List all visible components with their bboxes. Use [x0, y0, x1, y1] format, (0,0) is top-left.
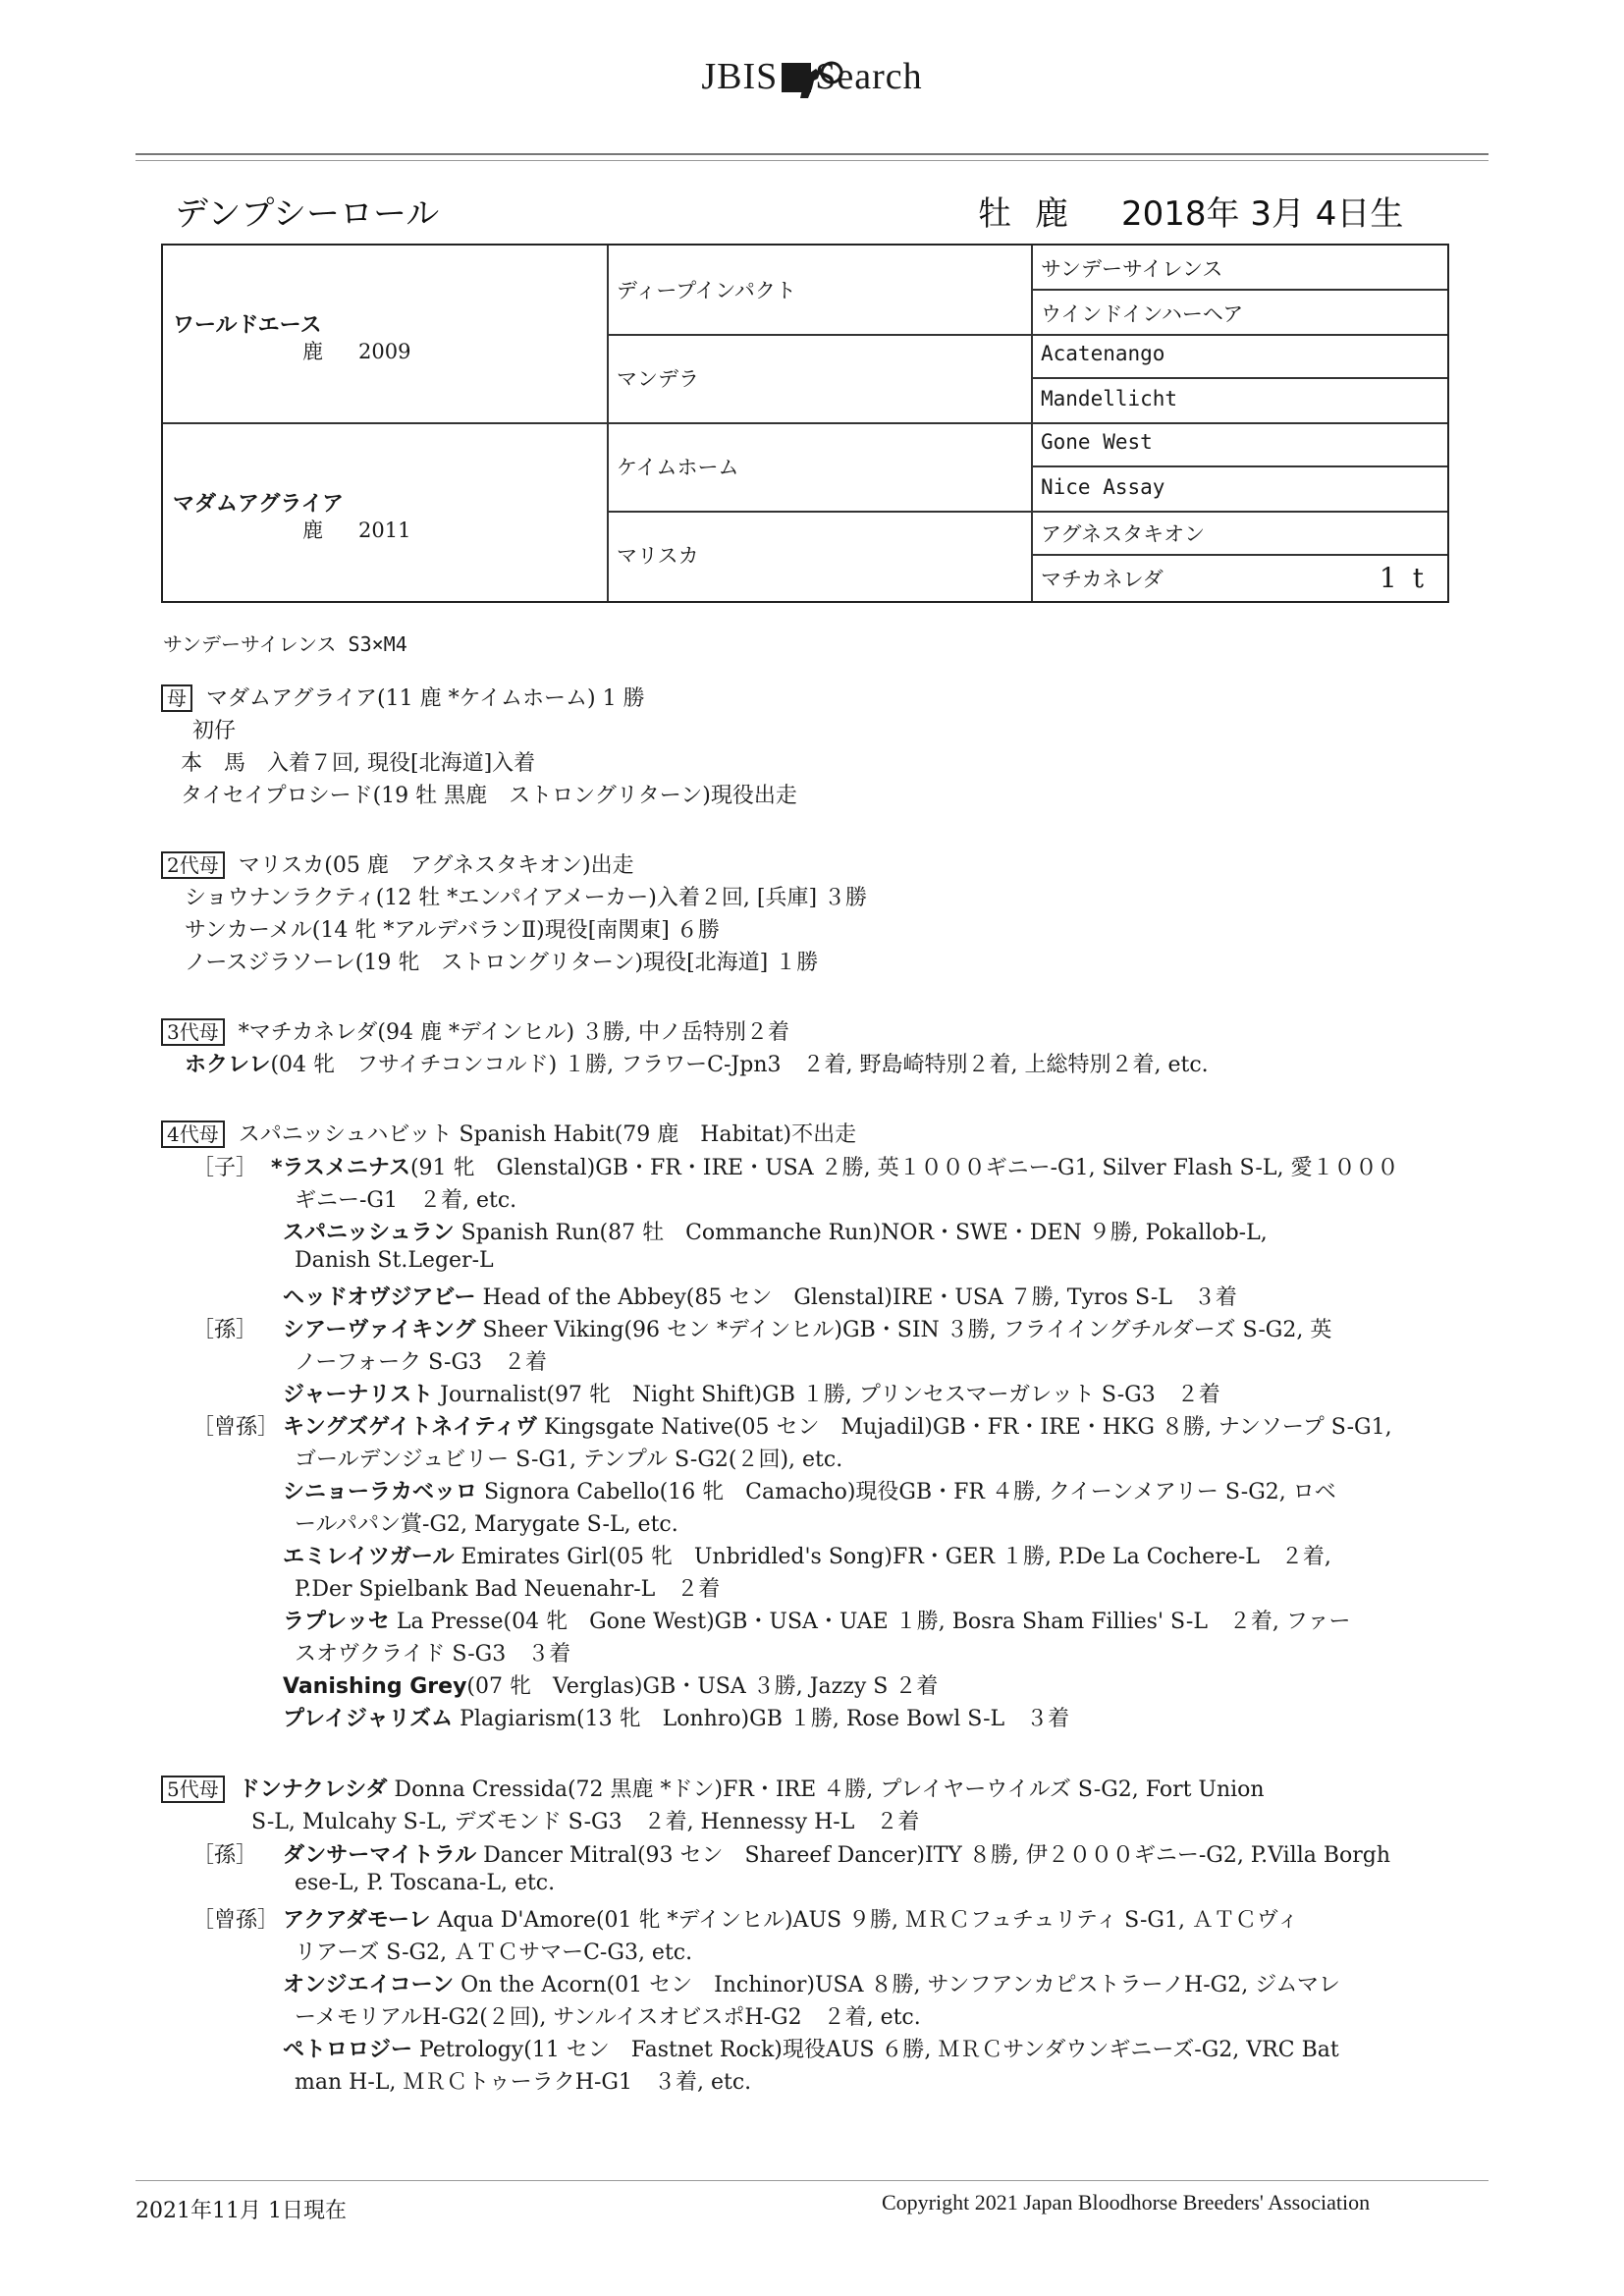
descendant-line: Danish St.Leger-L	[295, 1248, 494, 1273]
footer-divider	[135, 2180, 1489, 2181]
horse-magnifier-icon	[790, 59, 849, 104]
descendant-text: Head of the Abbey(85 セン Glenstal)IRE・USA ７勝, Tyros S-L ３着	[475, 1285, 1237, 1310]
table-divider	[1031, 554, 1447, 556]
horse-name-bold: シニョーラカベッロ	[283, 1480, 478, 1504]
descendant-line: リアーズ S-G2, ＡＴＣサマーC-G3, etc.	[295, 1941, 693, 1965]
horse-name-bold: Vanishing Grey	[283, 1674, 467, 1699]
descendant-line	[283, 1702, 1069, 1732]
descendant-text: On the Acorn(01 セン Inchinor)USA ８勝, サンフアンカピストラーノH-G2, ジムマレ	[454, 1973, 1340, 1997]
descendant-line	[283, 1605, 1350, 1635]
descendant-line	[283, 1968, 1340, 1998]
section-line: 本 馬 入着７回, 現役[北海道]入着	[181, 751, 536, 776]
brand-left: JBIS	[701, 56, 779, 97]
section-line: サンカーメル(14 牝 *アルデバランⅡ)現役[南関東] ６勝	[185, 918, 720, 943]
section-line: タイセイプロシード(19 牡 黒鹿 ストロングリターン)現役出走	[181, 784, 797, 808]
descendant-line: ese-L, P. Toscana-L, etc.	[295, 1871, 556, 1895]
descendant-text: Emirates Girl(05 牝 Unbridled's Song)FR・GER １勝, P.De La Cochere-L ２着,	[454, 1545, 1331, 1569]
table-divider	[607, 511, 1447, 513]
gen3-ancestor: Nice Assay	[1041, 475, 1165, 499]
horse-name-bold: オンジエイコーン	[283, 1973, 455, 1997]
descendant-line	[271, 1151, 1398, 1181]
relation-label: ［孫］	[192, 1843, 258, 1868]
dam-sire: ケイムホーム	[617, 456, 739, 479]
footer-copyright: Copyright 2021 Japan Bloodhorse Breeders' Association	[882, 2190, 1371, 2214]
horse-name-bold: スパニッシュラン	[283, 1221, 455, 1245]
inbreeding-note: サンデーサイレンス S3×M4	[163, 632, 407, 656]
descendant-line	[283, 1540, 1331, 1570]
table-divider	[1031, 465, 1447, 467]
section-5th-dam	[161, 1773, 1265, 1803]
horse-name-bold: *ラスメニナス	[271, 1156, 410, 1180]
section-head-cont: S-L, Mulcahy S-L, デズモンド S-G3 ２着, Hennessy H-L ２着	[251, 1810, 920, 1834]
horse-name-bold: アクアダモーレ	[283, 1908, 431, 1933]
table-divider	[607, 334, 1447, 336]
dam-color: 鹿	[302, 519, 323, 542]
sire-name: ワールドエース	[173, 313, 322, 338]
descendant-text: Kingsgate Native(05 セン Mujadil)GB・FR・IRE・HKG ８勝, ナンソープ S-G1,	[537, 1415, 1392, 1440]
horse-name-bold: ダンサーマイトラル	[283, 1843, 477, 1868]
table-divider	[163, 422, 1447, 424]
descendant-text: (07 牝 Verglas)GB・USA ３勝, Jazzy S ２着	[466, 1674, 939, 1699]
descendant-line	[283, 1281, 1237, 1311]
section-head: スパニッシュハビット Spanish Habit(79 鹿 Habitat)不出走	[238, 1122, 857, 1147]
dam-year: 2011	[358, 519, 411, 542]
descendant-line: ゴールデンジュビリー S-G1, テンプル S-G2(２回), etc.	[295, 1448, 843, 1472]
section-tag: 5代母	[161, 1776, 225, 1803]
dam-dam: マリスカ	[617, 544, 699, 568]
horse-name-bold: キングズゲイトネイティヴ	[283, 1415, 538, 1440]
dam-name: マダムアグライア	[173, 492, 345, 517]
section-tag: 4代母	[161, 1121, 225, 1148]
descendant-line: P.Der Spielbank Bad Neuenahr-L ２着	[295, 1577, 721, 1602]
descendant-line	[283, 1669, 938, 1700]
relation-label: ［子］	[192, 1156, 258, 1180]
descendant-text: Dancer Mitral(93 セン Shareef Dancer)ITY ８勝, 伊２０００ギニー-G2, P.Villa Borgh	[476, 1843, 1391, 1868]
horse-sex: 牡	[978, 194, 1011, 234]
descendant-text: (91 牝 Glenstal)GB・FR・IRE・USA ２勝, 英１０００ギニー-G1, Silver Flash S-L, 愛１０００	[409, 1156, 1399, 1180]
relation-label: ［曾孫］	[192, 1415, 280, 1440]
sire-year: 2009	[358, 340, 411, 363]
horse-name-bold: ペトロロジー	[283, 2038, 413, 2062]
descendant-line	[283, 1838, 1390, 1869]
header-divider	[135, 153, 1489, 161]
section-tag: 3代母	[161, 1018, 225, 1046]
dam-details	[302, 515, 410, 544]
relation-label: ［曾孫］	[192, 1908, 280, 1933]
horse-color: 鹿	[1035, 194, 1068, 234]
horse-name-bold: エミレイツガール	[283, 1545, 455, 1569]
sire-sire: ディープインパクト	[617, 279, 796, 302]
gen3-ancestor: マチカネレダ	[1041, 568, 1164, 591]
horse-name-bold: ホクレレ	[185, 1053, 271, 1077]
section-line: ショウナンラクティ(12 牡 *エンパイアメーカー)入着２回, [兵庫] ３勝	[185, 886, 868, 910]
section-line: *マチカネレダ(94 鹿 *デインヒル) ３勝, 中ノ岳特別２着	[238, 1020, 790, 1045]
pedigree-table	[161, 244, 1449, 603]
thoroughbred-mark: 1t	[1379, 562, 1439, 594]
descendant-text: Spanish Run(87 牡 Commanche Run)NOR・SWE・DEN ９勝, Pokallob-L,	[454, 1221, 1268, 1245]
descendant-line	[283, 1903, 1299, 1934]
sire-color: 鹿	[302, 340, 323, 363]
descendant-text: Signora Cabello(16 牝 Camacho)現役GB・FR ４勝, クイーンメアリー S-G2, ロベ	[477, 1480, 1336, 1504]
horse-name-bold: プレイジャリズム	[283, 1707, 454, 1731]
horse-name: デンプシーロール	[175, 194, 440, 234]
descendant-line	[283, 1378, 1220, 1408]
section-3rd-dam	[161, 1015, 789, 1046]
horse-birthdate: 2018年 3月 4日生	[1121, 194, 1404, 234]
horse-name-bold: ジャーナリスト	[283, 1383, 434, 1407]
horse-name-bold: シアーヴァイキング	[283, 1318, 476, 1342]
section-2nd-dam	[161, 848, 634, 879]
footer-date: 2021年11月 1日現在	[135, 2199, 347, 2223]
section-line: マダムアグライア(11 鹿 *ケイムホーム) 1 勝	[206, 686, 645, 711]
table-divider	[1031, 289, 1447, 291]
descendant-line	[283, 2033, 1339, 2063]
descendant-text: La Presse(04 牝 Gone West)GB・USA・UAE １勝, Bosra Sham Fillies' S-L ２着, ファー	[389, 1610, 1351, 1634]
descendant-text: Plagiarism(13 牝 Lonhro)GB １勝, Rose Bowl S-L ３着	[453, 1707, 1070, 1731]
horse-name-bold: ラプレッセ	[283, 1610, 390, 1634]
gen3-ancestor: アグネスタキオン	[1041, 522, 1206, 546]
section-tag: 2代母	[161, 851, 225, 879]
section-line: 初仔	[192, 719, 237, 743]
descendant-line: ノーフォーク S-G3 ２着	[295, 1350, 548, 1375]
section-line	[185, 1048, 1209, 1078]
section-dam	[161, 682, 645, 712]
descendant-text: Petrology(11 セン Fastnet Rock)現役AUS ６勝, ＭＲＣサンダウンギニーズ-G2, VRC Bat	[412, 2038, 1339, 2062]
horse-name-bold: ヘッドオヴジアビー	[283, 1285, 476, 1310]
section-4th-dam	[161, 1118, 856, 1148]
section-line: ノースジラソーレ(19 牝 ストロングリターン)現役[北海道] １勝	[185, 951, 819, 975]
sire-details	[302, 336, 410, 365]
section-tag: 母	[161, 684, 192, 712]
gen3-ancestor: ウインドインハーヘア	[1041, 302, 1244, 326]
descendant-line: ールパパン賞-G2, Marygate S-L, etc.	[295, 1512, 678, 1537]
descendant-text: Journalist(97 牝 Night Shift)GB １勝, プリンセスマーガレット S-G3 ２着	[433, 1383, 1220, 1407]
horse-name-bold: ドンナクレシダ	[238, 1777, 388, 1802]
descendant-text: Sheer Viking(96 セン *デインヒル)GB・SIN ３勝, フライイングチルダーズ S-G2, 英	[475, 1318, 1332, 1342]
descendant-line	[283, 1410, 1392, 1441]
section-line-text: (04 牝 フサイチコンコルド) １勝, フラワーC-Jpn3 ２着, 野島崎特別２着, 上総特別２着, etc.	[270, 1053, 1209, 1077]
section-line: マリスカ(05 鹿 アグネスタキオン)出走	[238, 853, 634, 878]
section-head: Donna Cressida(72 黒鹿 *ドン)FR・IRE ４勝, プレイヤーウイルズ S-G2, Fort Union	[387, 1777, 1265, 1802]
descendant-line: man H-L, ＭＲＣトゥーラクH-G1 ３着, etc.	[295, 2070, 752, 2095]
brand-right: Search	[815, 56, 923, 97]
descendant-line	[283, 1475, 1336, 1505]
gen3-ancestor: Acatenango	[1041, 342, 1165, 365]
gen3-ancestor: Gone West	[1041, 430, 1153, 454]
descendant-text: Aqua D'Amore(01 牝 *デインヒル)AUS ９勝, ＭＲＣフュチュリティ S-G1, ＡＴＣヴィ	[430, 1908, 1299, 1933]
descendant-line: スオヴクライド S-G3 ３着	[295, 1642, 571, 1667]
descendant-line: ーメモリアルH-G2(２回), サンルイスオビスポH-G2 ２着, etc.	[295, 2005, 921, 2030]
relation-label: ［孫］	[192, 1318, 258, 1342]
gen3-ancestor: Mandellicht	[1041, 387, 1178, 410]
sire-dam: マンデラ	[617, 367, 699, 391]
descendant-line: ギニー-G1 ２着, etc.	[295, 1188, 517, 1213]
descendant-line	[283, 1313, 1331, 1343]
table-divider	[1031, 377, 1447, 379]
gen3-ancestor: サンデーサイレンス	[1041, 257, 1223, 281]
descendant-line	[283, 1216, 1268, 1246]
